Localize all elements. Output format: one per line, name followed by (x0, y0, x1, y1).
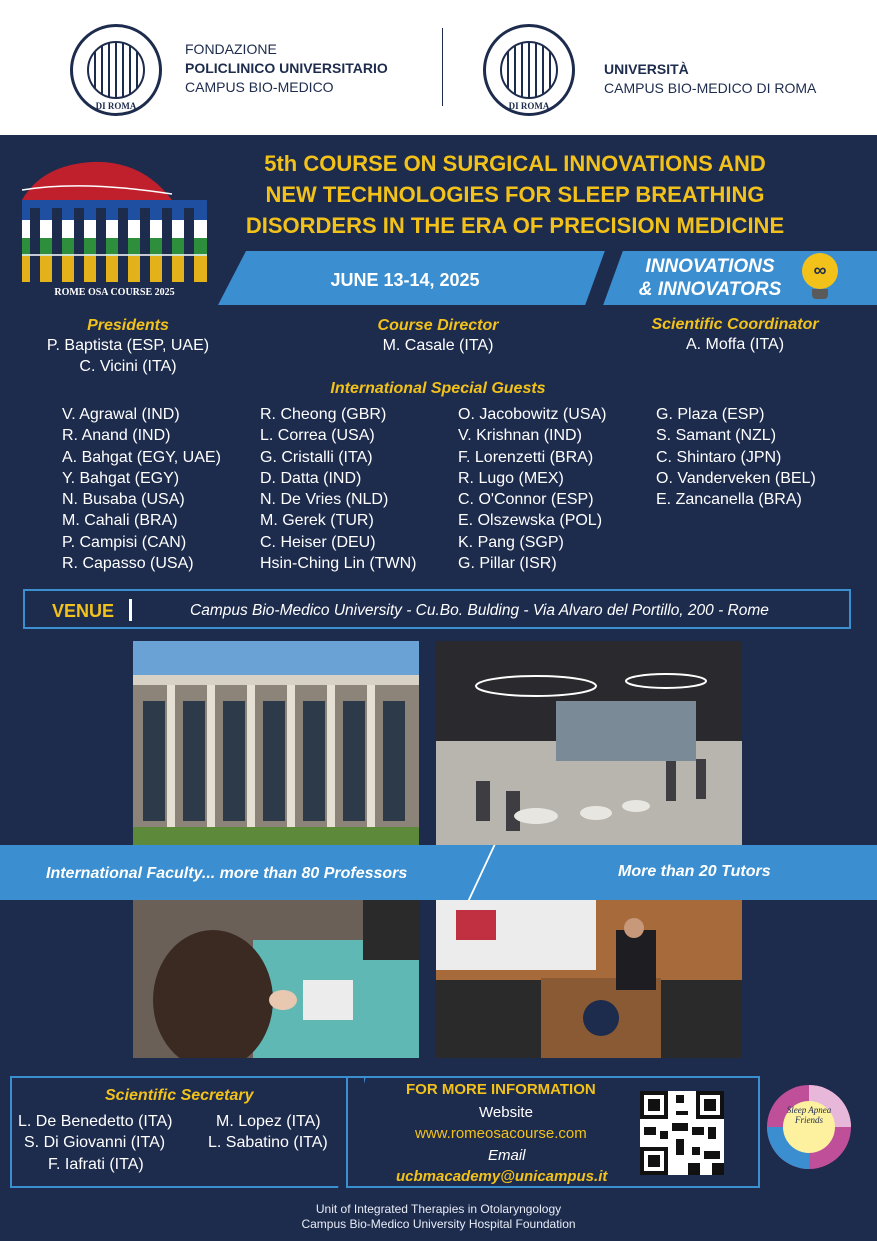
title-line-1: 5th COURSE ON SURGICAL INNOVATIONS AND (264, 151, 766, 176)
secretary-name: M. Lopez (ITA) (216, 1113, 321, 1130)
info-label: FOR MORE INFORMATION (406, 1081, 596, 1098)
guest-name: O. Vanderveken (BEL) (656, 469, 816, 487)
seal-emblem (500, 41, 558, 99)
guest-name: C. Heiser (DEU) (260, 533, 376, 551)
coordinator-label: Scientific Coordinator (651, 316, 819, 333)
university-seal-logo (483, 24, 575, 116)
website-label: Website (479, 1104, 533, 1121)
logo-caption: ROME OSA COURSE 2025 (54, 287, 175, 298)
guest-name: D. Datta (IND) (260, 469, 362, 487)
guests-column-1 (62, 404, 221, 574)
course-date: JUNE 13-14, 2025 (330, 270, 480, 290)
tutors-text: More than 20 Tutors (618, 863, 771, 880)
footer-line-2: Campus Bio-Medico University Hospital Foundation (301, 1217, 576, 1231)
guests-label: International Special Guests (330, 380, 546, 397)
title-line-3: DISORDERS IN THE ERA OF PRECISION MEDICINE (245, 213, 785, 238)
guest-name: N. Busaba (USA) (62, 491, 185, 509)
guest-name: S. Samant (NZL) (656, 427, 777, 445)
university-line-1: UNIVERSITÀ (604, 61, 689, 77)
guest-name: Hsin-Ching Lin (TWN) (260, 555, 417, 573)
surgical-training-photo (133, 900, 419, 1058)
secretary-name: L. Sabatino (ITA) (208, 1134, 328, 1151)
rome-osa-flags-logo (22, 160, 207, 282)
director-block (338, 317, 538, 356)
coordinator-name: A. Moffa (ITA) (685, 336, 785, 353)
brain-glyph: ∞ (813, 260, 827, 280)
guest-name: M. Cahali (BRA) (62, 512, 178, 530)
presidents-label: Presidents (87, 317, 169, 334)
header-divider (442, 28, 443, 106)
guest-name: G. Pillar (ISR) (458, 555, 557, 573)
seal-emblem (87, 41, 145, 99)
secretary-name: L. De Benedetto (ITA) (18, 1113, 173, 1130)
venue-address: Campus Bio-Medico University - Cu.Bo. Bulding - Via Alvaro del Portillo, 200 - Rome (190, 602, 769, 619)
course-title (200, 148, 830, 241)
coordinator-block (630, 316, 840, 355)
guest-name: R. Lugo (MEX) (458, 469, 564, 487)
university-name (604, 60, 816, 98)
president-name: C. Vicini (ITA) (79, 358, 177, 375)
venue-divider (129, 599, 132, 621)
faculty-text: International Faculty... more than 80 Professors (46, 865, 408, 882)
qr-code[interactable] (640, 1091, 724, 1175)
guest-name: L. Correa (USA) (260, 427, 375, 445)
guest-name: V. Agrawal (IND) (62, 406, 180, 423)
building-exterior-photo (133, 641, 419, 845)
guest-name: V. Krishnan (IND) (458, 427, 582, 445)
foundation-line-2: POLICLINICO UNIVERSITARIO (185, 60, 388, 76)
president-name: P. Baptista (ESP, UAE) (46, 337, 210, 354)
presidents-block (28, 317, 228, 377)
guest-name: N. De Vries (NLD) (260, 491, 389, 509)
guest-name: C. Shintaro (JPN) (656, 448, 782, 466)
guest-name: M. Gerek (TUR) (260, 512, 374, 530)
guest-name: C. O'Connor (ESP) (458, 491, 594, 509)
partner-text: Sleep Apnea Friends (786, 1105, 832, 1125)
guests-column-4 (656, 404, 816, 510)
secretary-label: Scientific Secretary (105, 1087, 254, 1104)
guest-name: Y. Bahgat (EGY) (62, 469, 180, 487)
seal-bottom-text: DI ROMA (508, 101, 550, 111)
seal-bottom-text: DI ROMA (95, 101, 137, 111)
email-link[interactable]: ucbmacademy@unicampus.it (396, 1168, 608, 1185)
website-link[interactable]: www.romeosacourse.com (415, 1125, 587, 1142)
venue-label: VENUE (52, 601, 115, 621)
foundation-name (185, 40, 388, 97)
director-name: M. Casale (ITA) (382, 337, 494, 354)
university-line-2: CAMPUS BIO-MEDICO DI ROMA (604, 80, 817, 96)
guests-column-2 (260, 404, 416, 574)
tagline-line-2: & INNOVATORS (638, 279, 782, 300)
guest-name: R. Cheong (GBR) (260, 406, 387, 423)
guests-column-3 (458, 404, 606, 574)
guest-name: O. Jacobowitz (USA) (458, 406, 607, 423)
foundation-seal-logo (70, 24, 162, 116)
guest-name: R. Anand (IND) (62, 427, 171, 445)
guest-name: F. Lorenzetti (BRA) (458, 448, 594, 466)
guest-name: G. Cristalli (ITA) (260, 448, 373, 466)
director-label: Course Director (377, 317, 499, 334)
guest-name: G. Plaza (ESP) (656, 406, 765, 423)
guest-name: K. Pang (SGP) (458, 533, 564, 551)
building-interior-photo (436, 641, 742, 845)
foundation-line-1: FONDAZIONE (185, 41, 277, 57)
innovations-tagline (615, 255, 805, 301)
secretary-name: F. Iafrati (ITA) (48, 1156, 144, 1173)
lightbulb-base (812, 289, 828, 299)
secretary-name: S. Di Giovanni (ITA) (24, 1134, 166, 1151)
email-label: Email (488, 1147, 526, 1164)
guest-name: P. Campisi (CAN) (62, 533, 187, 551)
guest-name: R. Capasso (USA) (62, 555, 194, 573)
guest-name: E. Zancanella (BRA) (656, 491, 802, 509)
title-line-2: NEW TECHNOLOGIES FOR SLEEP BREATHING (265, 182, 765, 207)
guest-name: E. Olszewska (POL) (458, 512, 603, 530)
foundation-line-3: CAMPUS BIO-MEDICO (185, 79, 334, 95)
footer-line-1: Unit of Integrated Therapies in Otolaryngology (315, 1202, 562, 1216)
tagline-line-1: INNOVATIONS (645, 256, 775, 277)
guest-name: A. Bahgat (EGY, UAE) (62, 448, 221, 466)
lecture-photo (436, 900, 742, 1058)
sleep-apnea-friends-logo (764, 1082, 854, 1172)
